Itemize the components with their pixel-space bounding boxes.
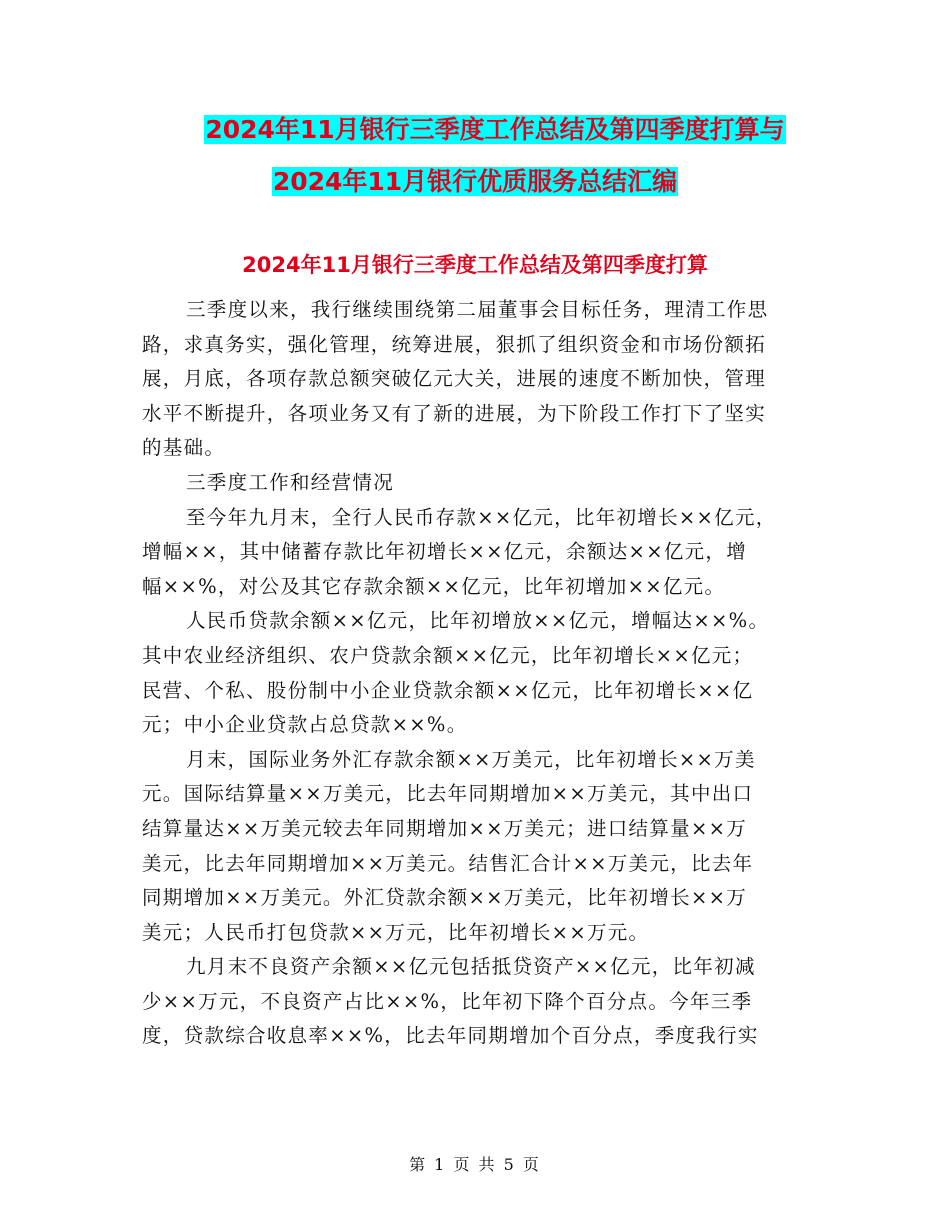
paragraph-deposits <box>142 501 810 605</box>
text-line: 路，求真务实，强化管理，统筹进展，狠抓了组织资金和市场份额拓 <box>142 332 767 356</box>
text-line: 同期增加××万美元。外汇贷款余额××万美元，比年初增长××万 <box>142 886 748 910</box>
text-line: 水平不断提升，各项业务又有了新的进展，为下阶段工作打下了坚实 <box>142 401 767 425</box>
text-line: 度，贷款综合收息率××%，比去年同期增加个百分点，季度我行实 <box>142 1024 759 1048</box>
text-line: 三季度以来，我行继续围绕第二届董事会目标任务，理清工作思 <box>186 298 769 321</box>
paragraph-nonperforming <box>142 950 810 1054</box>
section-heading: 2024年11月银行三季度工作总结及第四季度打算 <box>242 253 708 277</box>
text-line: 幅××%，对公及其它存款余额××亿元，比年初增加××亿元。 <box>142 574 726 598</box>
text-line: 的基础。 <box>142 436 226 460</box>
text-line: 增幅××，其中储蓄存款比年初增长××亿元，余额达××亿元，增 <box>142 540 748 564</box>
page-number-footer: 第 1 页 共 5 页 <box>409 1155 541 1174</box>
text-line: 美元；人民币打包贷款××万元，比年初增长××万元。 <box>142 920 650 944</box>
paragraph-subheading <box>142 466 810 501</box>
paragraph-loans <box>142 604 810 742</box>
title-line-2: 2024年11月银行优质服务总结汇编 <box>272 167 678 196</box>
paragraph-international <box>142 743 810 951</box>
text-line: 少××万元，不良资产占比××%，比年初下降个百分点。今年三季 <box>142 989 753 1013</box>
text-line: 至今年九月末，全行人民币存款××亿元，比年初增长××亿元， <box>186 505 777 529</box>
text-line: 民营、个私、股份制中小企业贷款余额××亿元，比年初增长××亿 <box>142 678 754 702</box>
paragraph-intro <box>142 293 810 466</box>
title-line-1: 2024年11月银行三季度工作总结及第四季度打算与 <box>205 115 785 144</box>
text-line: 展，月底，各项存款总额突破亿元大关，进展的速度不断加快，管理 <box>142 367 767 391</box>
text-line: 元。国际结算量××万美元，比去年同期增加××万美元，其中出口 <box>142 782 754 806</box>
text-line: 月末，国际业务外汇存款余额××万美元，比年初增长××万美 <box>186 747 756 771</box>
text-line: 美元，比去年同期增加××万美元。结售汇合计××万美元，比去年 <box>142 851 754 875</box>
text-line: 结算量达××万美元较去年同期增加××万美元；进口结算量××万 <box>142 816 748 840</box>
document-title <box>0 108 950 204</box>
text-line: 元；中小企业贷款占总贷款××%。 <box>142 713 468 737</box>
body-text <box>142 293 810 1054</box>
text-line: 三季度工作和经营情况 <box>186 470 395 494</box>
text-line: 其中农业经济组织、农户贷款余额××亿元，比年初增长××亿元； <box>142 643 754 667</box>
text-line: 九月末不良资产余额××亿元包括抵贷资产××亿元，比年初减 <box>186 955 756 979</box>
text-line: 人民币贷款余额××亿元，比年初增放××亿元，增幅达××%。 <box>186 609 770 633</box>
